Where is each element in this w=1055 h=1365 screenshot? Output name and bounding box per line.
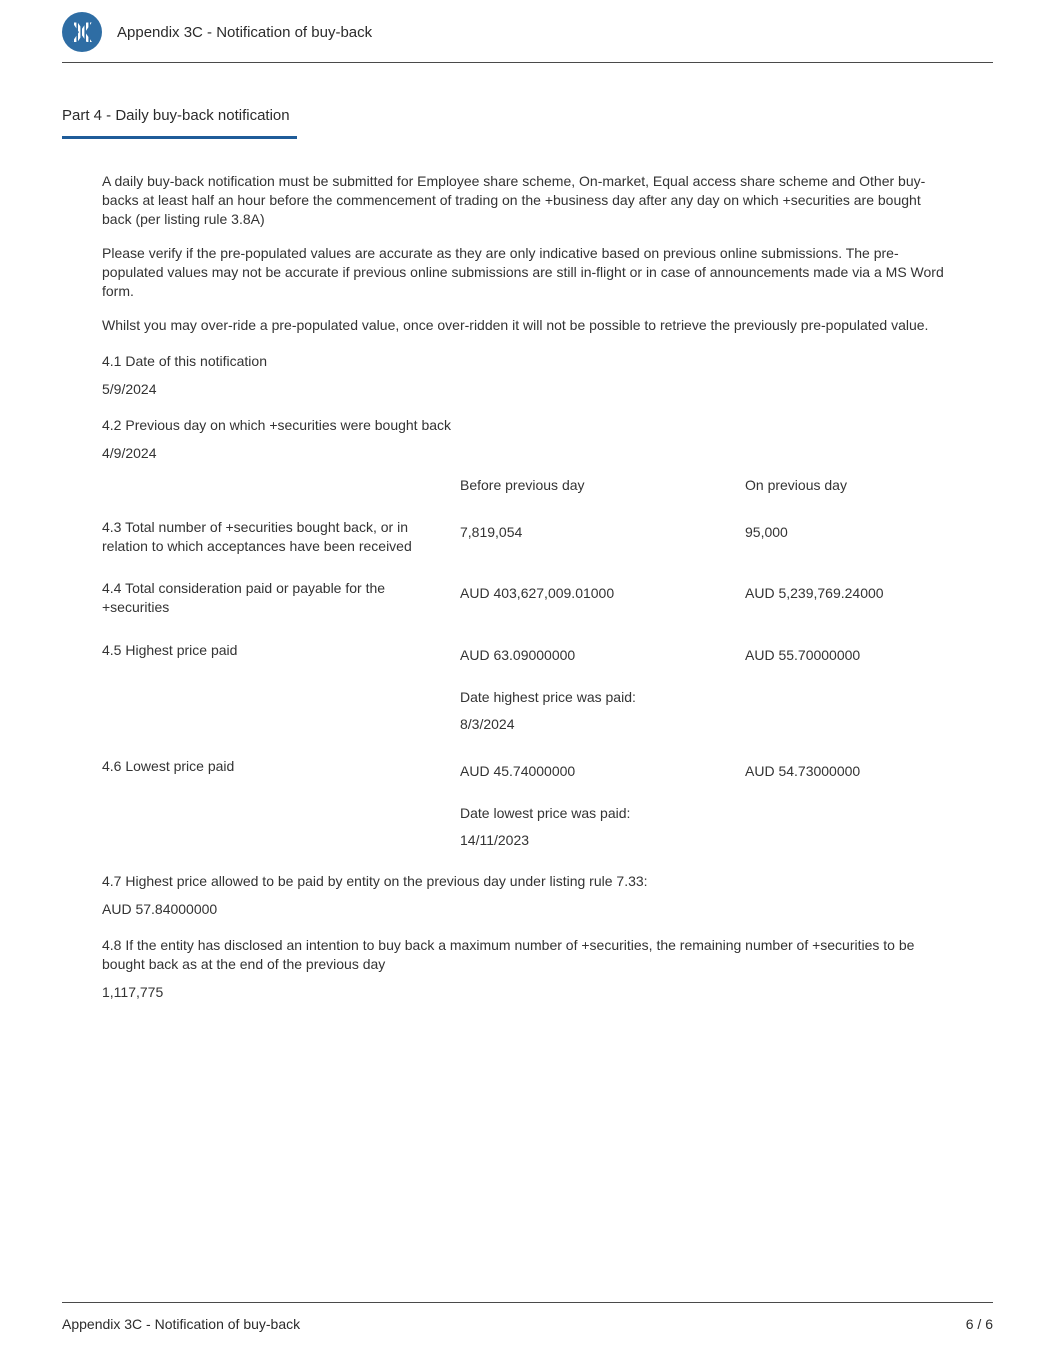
field-4-7-label: 4.7 Highest price allowed to be paid by entity on the previous day under listing rule 7.33: [102, 872, 648, 889]
field-4-2-label: 4.2 Previous day on which +securities were bought back [102, 417, 452, 434]
field-4-6-before-value: AUD 45.74000000 [460, 762, 576, 779]
document-title: Appendix 3C - Notification of buy-back [117, 23, 373, 41]
document-footer [62, 1302, 993, 1332]
field-4-3-on-value: 95,000 [745, 524, 788, 541]
part-heading: Part 4 - Daily buy-back notification [62, 107, 290, 124]
document-header [62, 0, 993, 63]
intro-paragraph-2: Please verify if the pre-populated values are accurate as they are only indicative based on previous online submissions. The pre-populated values may not be accurate if previous online submissions are still in-flight or in case of announcements made via a MS Word form. [102, 245, 944, 300]
field-4-3-label: 4.3 Total number of +securities bought back, or in relation to which acceptances have been received [102, 519, 412, 555]
field-4-4-label: 4.4 Total consideration paid or payable for the +securities [102, 580, 386, 616]
part-heading-underline [62, 136, 297, 139]
column-header-on-previous-day: On previous day [745, 477, 847, 494]
field-4-6-date-value: 14/11/2023 [460, 831, 530, 848]
field-4-3-before-value: 7,819,054 [460, 524, 523, 541]
table-row-4-4 [102, 579, 950, 617]
field-4-5-before-value: AUD 63.09000000 [460, 646, 576, 663]
intro-paragraph-1: A daily buy-back notification must be submitted for Employee share scheme, On-market, Equal access share scheme and Other buy-backs at least half an hour before the commencement of trading on the +business day after any day on which +securities are bought back (per listing rule 3.8A) [102, 173, 926, 228]
table-row-4-6-date-label [102, 804, 950, 823]
field-4-6-label: 4.6 Lowest price paid [102, 757, 235, 774]
intro-paragraph-3: Whilst you may over-ride a pre-populated value, once over-ridden it will not be possible to retrieve the previously pre-populated value. [102, 317, 929, 334]
part4-content [102, 172, 950, 1002]
column-header-before-previous-day: Before previous day [460, 477, 585, 494]
table-row-4-5-date-label [102, 688, 950, 707]
field-4-4-before-value: AUD 403,627,009.01000 [460, 585, 615, 602]
table-row-4-5 [102, 641, 950, 665]
field-4-5-label: 4.5 Highest price paid [102, 641, 238, 658]
field-4-4-on-value: AUD 5,239,769.24000 [745, 585, 884, 602]
field-4-1-label: 4.1 Date of this notification [102, 353, 267, 370]
page-number: 6 / 6 [965, 1316, 993, 1332]
svg-text:X: X [71, 18, 93, 49]
table-row-4-3 [102, 518, 950, 556]
table-row-4-5-date-value [102, 715, 950, 734]
table-header-row [102, 476, 950, 495]
field-4-5-on-value: AUD 55.70000000 [745, 646, 861, 663]
asx-logo-icon [62, 12, 102, 52]
field-4-5-date-label: Date highest price was paid: [460, 688, 636, 705]
field-4-1-value: 5/9/2024 [102, 381, 157, 398]
field-4-7-value: AUD 57.84000000 [102, 900, 218, 917]
field-4-8-value: 1,117,775 [102, 983, 164, 1000]
field-4-2-value: 4/9/2024 [102, 445, 157, 462]
field-4-8-label: 4.8 If the entity has disclosed an intention to buy back a maximum number of +securities, the remaining number of +securities to be bought back as at the end of the previous day [102, 936, 915, 972]
field-4-6-on-value: AUD 54.73000000 [745, 762, 861, 779]
footer-title: Appendix 3C - Notification of buy-back [62, 1316, 301, 1332]
field-4-5-date-value: 8/3/2024 [460, 715, 515, 732]
table-row-4-6-date-value [102, 831, 950, 850]
table-row-4-6 [102, 757, 950, 781]
field-4-6-date-label: Date lowest price was paid: [460, 804, 631, 821]
